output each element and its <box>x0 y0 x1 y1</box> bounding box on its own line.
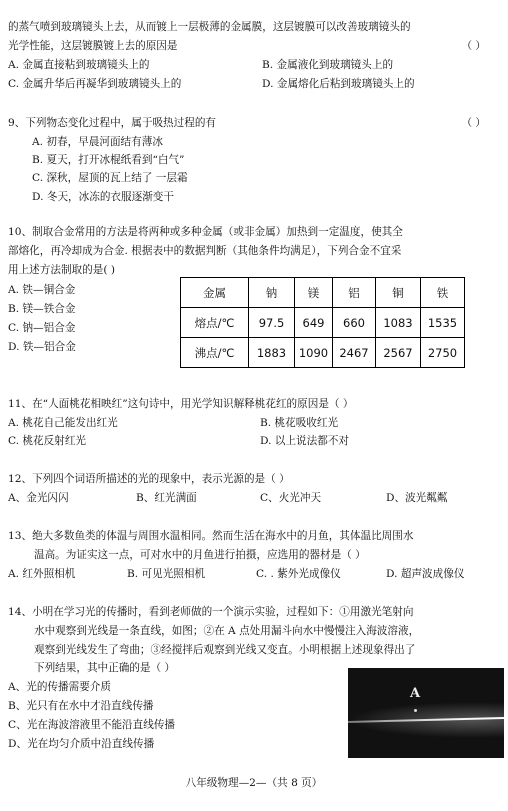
q9-option-a: A. 初春，早晨河面结有薄冰 <box>32 136 163 148</box>
table-row-boiling-point <box>181 338 465 368</box>
table-cell: 金属 <box>181 278 249 308</box>
q14-option-c: C、光在海波溶液里不能沿直线传播 <box>8 719 176 731</box>
table-cell: 660 <box>333 308 376 338</box>
table-cell: 1083 <box>376 308 421 338</box>
q14-option-b: B、光只有在水中才沿直线传播 <box>8 700 154 712</box>
table-cell: 沸点/℃ <box>181 338 249 368</box>
q8-option-b: B. 金属液化到玻璃镜头上的 <box>262 59 394 71</box>
q10-option-c: C. 钠—铝合金 <box>8 322 76 334</box>
metal-properties-table <box>180 277 465 368</box>
q13-option-d: D. 超声波成像仪 <box>386 568 465 580</box>
q11-option-d: D. 以上说法都不对 <box>260 435 350 447</box>
q13-option-c: C. . 紫外光成像仪 <box>256 568 341 580</box>
q10-option-a: A. 铁—铜合金 <box>8 284 76 296</box>
q12-option-b: B、红光满面 <box>136 492 197 504</box>
table-cell: 1535 <box>421 308 465 338</box>
table-cell: 镁 <box>295 278 333 308</box>
q8-stem-line2: 光学性能，这层镀膜镀上去的原因是 <box>8 40 178 52</box>
q8-option-a: A. 金属直接粘到玻璃镜头上的 <box>8 59 150 71</box>
q8-option-d: D. 金属熔化后粘到玻璃镜头上的 <box>262 78 415 90</box>
table-cell: 铁 <box>421 278 465 308</box>
q14-stem-line3: 观察到光线发生了弯曲；③经搅拌后观察到光线又变直。小明根据上述现象得出了 <box>34 644 416 656</box>
q9-option-b: B. 夏天，打开冰棍纸看到“白气” <box>32 154 185 166</box>
table-cell: 97.5 <box>249 308 295 338</box>
q14-stem-line4: 下列结果，其中正确的是（ ） <box>34 662 176 674</box>
q8-option-c: C. 金属升华后再凝华到玻璃镜头上的 <box>8 78 182 90</box>
table-cell: 2567 <box>376 338 421 368</box>
q14-option-d: D、光在均匀介质中沿直线传播 <box>8 738 155 750</box>
table-cell: 铝 <box>333 278 376 308</box>
q13-option-a: A. 红外照相机 <box>8 568 76 580</box>
q10-option-d: D. 铁—铝合金 <box>8 341 76 353</box>
table-cell: 1090 <box>295 338 333 368</box>
table-header-row <box>181 278 465 308</box>
q11-option-c: C. 桃花反射红光 <box>8 435 87 447</box>
q9-stem: 9、下列物态变化过程中，属于吸热过程的有 <box>8 117 217 129</box>
q13-stem-line1: 13、绝大多数鱼类的体温与周围水温相同。然而生活在海水中的月鱼，其体温比周围水 <box>8 530 414 542</box>
q10-stem-line1: 10、制取合金常用的方法是将两种或多种金属（或非金属）加热到一定温度，使其全 <box>8 226 403 238</box>
table-cell: 649 <box>295 308 333 338</box>
q13-option-b: B. 可见光照相机 <box>127 568 206 580</box>
q9-option-c: C. 深秋，屋顶的瓦上结了 一层霜 <box>32 172 188 184</box>
q14-stem-line2: 水中观察到光线是一条直线，如图；②在 A 点处用漏斗向水中慢慢注入海波溶液， <box>34 625 420 637</box>
q13-stem-line2: 温高。为证实这一点，可对水中的月鱼进行拍摄，应选用的器材是（ ） <box>34 549 366 561</box>
table-cell: 2750 <box>421 338 465 368</box>
q11-option-a: A. 桃花自己能发出红光 <box>8 417 118 429</box>
page-footer: 八年级物理—2—（共 8 页） <box>185 777 323 789</box>
q11-stem: 11、在“人面桃花相映红”这句诗中，用光学知识解释桃花红的原因是（ ） <box>8 398 354 410</box>
table-cell: 2467 <box>333 338 376 368</box>
point-a-marker <box>414 709 417 712</box>
q12-stem: 12、下列四个词语所描述的光的现象中，表示光源的是（ ） <box>8 473 290 485</box>
q14-stem-line1: 14、小明在学习光的传播时，看到老师做的一个演示实验，过程如下：①用激光笔射向 <box>8 606 414 618</box>
q8-answer-paren: （ ） <box>461 40 486 52</box>
q9-answer-paren: （ ） <box>461 117 486 129</box>
table-cell: 钠 <box>249 278 295 308</box>
q11-option-b: B. 桃花吸收红光 <box>260 417 339 429</box>
q12-option-a: A、金光闪闪 <box>8 492 69 504</box>
q8-stem-line1: 的蒸气喷到玻璃镜头上去，从而镀上一层极薄的金属膜，这层镀膜可以改善玻璃镜头的 <box>8 21 411 33</box>
table-row-melting-point <box>181 308 465 338</box>
q12-option-d: D、波光粼粼 <box>386 492 448 504</box>
table-cell: 熔点/℃ <box>181 308 249 338</box>
point-a-label: A <box>410 686 421 701</box>
q10-option-b: B. 镁—铁合金 <box>8 303 76 315</box>
laser-in-water-photo <box>348 668 504 758</box>
q10-stem-line3: 用上述方法制取的是( ) <box>8 264 115 276</box>
table-cell: 铜 <box>376 278 421 308</box>
q12-option-c: C、火光冲天 <box>260 492 322 504</box>
q14-option-a: A、光的传播需要介质 <box>8 681 111 693</box>
q9-option-d: D. 冬天，冰冻的衣服逐渐变干 <box>32 191 174 203</box>
q10-stem-line2: 部熔化，再冷却成为合金. 根据表中的数据判断（其他条件均满足），下列合金不宜采 <box>8 245 402 257</box>
table-cell: 1883 <box>249 338 295 368</box>
